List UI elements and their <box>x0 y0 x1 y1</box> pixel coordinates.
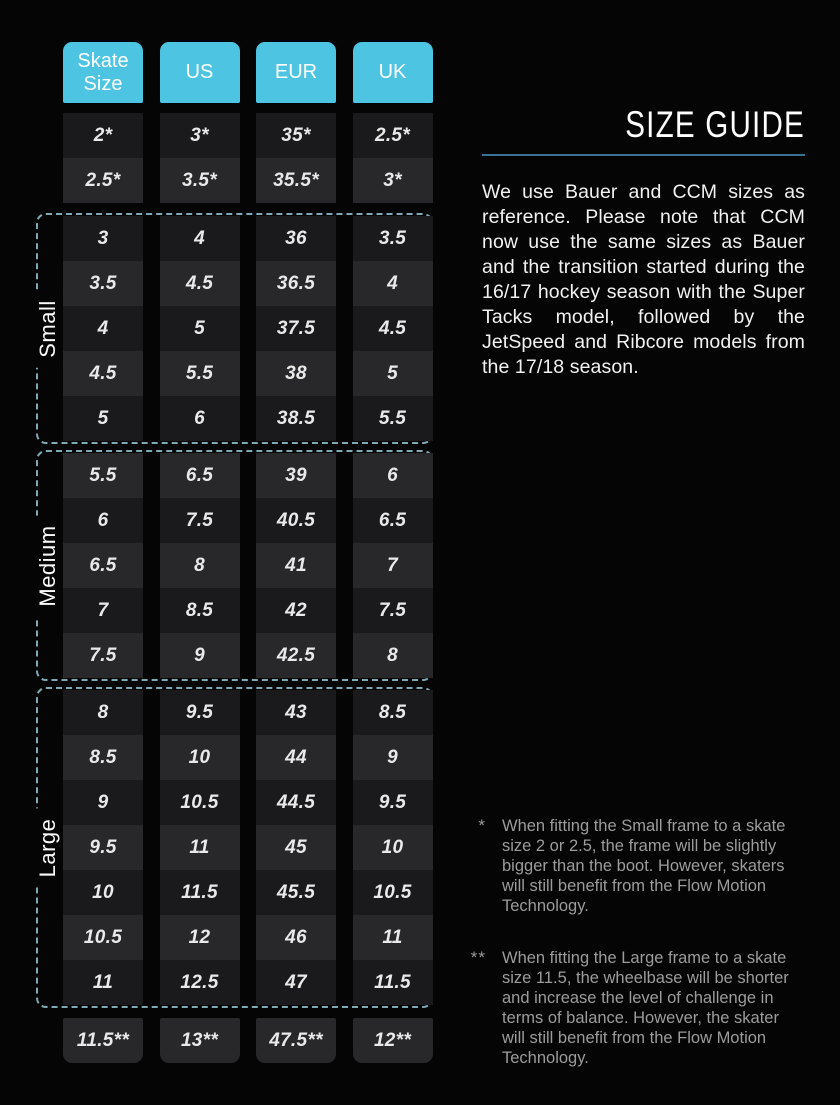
size-cell: 11 <box>63 960 143 1005</box>
column-header-cell: US <box>160 42 240 103</box>
size-cell: 11.5 <box>160 870 240 915</box>
column-header-cell: UK <box>353 42 433 103</box>
size-cell: 9.5 <box>63 825 143 870</box>
group-label: Small <box>34 290 62 368</box>
table-row <box>63 158 433 203</box>
table-row <box>63 351 431 396</box>
size-cell: 7.5 <box>160 498 240 543</box>
size-cell: 10 <box>63 870 143 915</box>
table-row <box>63 216 431 261</box>
size-cell: 10 <box>353 825 433 870</box>
table-row <box>63 960 431 1005</box>
size-cell: 42.5 <box>256 633 336 678</box>
size-cell: 36.5 <box>256 261 336 306</box>
size-cell: 7.5 <box>63 633 143 678</box>
asterisk-size-rows <box>63 113 433 203</box>
size-cell: 6.5 <box>160 453 240 498</box>
size-cell: 9.5 <box>353 780 433 825</box>
table-row <box>63 915 431 960</box>
table-row <box>63 306 431 351</box>
size-cell: 6 <box>160 396 240 441</box>
size-cell: 3.5 <box>353 216 433 261</box>
footnote <box>466 816 806 916</box>
size-cell: 5.5 <box>63 453 143 498</box>
size-cell: 13** <box>160 1018 240 1063</box>
size-cell: 5 <box>160 306 240 351</box>
size-cell: 7 <box>63 588 143 633</box>
size-cell: 41 <box>256 543 336 588</box>
size-cell: 10.5 <box>160 780 240 825</box>
footnote-text: When fitting the Large frame to a skate size 11.5, the wheelbase will be shorter and increase the level of challenge in terms of balance. However, the skater will still benefit from the Flow Motion Technology. <box>502 949 789 1067</box>
table-row <box>63 1018 433 1063</box>
size-cell: 8 <box>63 690 143 735</box>
size-cell: 4.5 <box>353 306 433 351</box>
size-cell: 40.5 <box>256 498 336 543</box>
intro-paragraph: We use Bauer and CCM sizes as reference. Please note that CCM now use the same sizes as Bauer and the transition started during the 16/17 hockey season with the Super Tacks model, followed by the JetSpeed and Ribcore models from the 17/18 season. <box>482 181 805 378</box>
size-cell: 43 <box>256 690 336 735</box>
table-row <box>63 870 431 915</box>
size-cell: 6.5 <box>63 543 143 588</box>
size-cell: 9.5 <box>160 690 240 735</box>
table-row <box>63 453 431 498</box>
table-row <box>63 396 431 441</box>
size-cell: 10.5 <box>63 915 143 960</box>
table-row <box>63 735 431 780</box>
size-cell: 38 <box>256 351 336 396</box>
size-cell: 12 <box>160 915 240 960</box>
size-cell: 12.5 <box>160 960 240 1005</box>
size-cell: 7 <box>353 543 433 588</box>
size-cell: 10 <box>160 735 240 780</box>
group-label: Large <box>34 808 62 887</box>
table-row <box>63 498 431 543</box>
size-cell: 8 <box>353 633 433 678</box>
size-cell: 47 <box>256 960 336 1005</box>
size-cell: 7.5 <box>353 588 433 633</box>
size-cell: 35.5* <box>256 158 336 203</box>
size-cell: 5 <box>353 351 433 396</box>
double-asterisk-size-row <box>63 1018 433 1063</box>
table-row <box>63 633 431 678</box>
size-cell: 44 <box>256 735 336 780</box>
table-row <box>63 588 431 633</box>
size-cell: 8.5 <box>63 735 143 780</box>
size-cell: 4.5 <box>63 351 143 396</box>
size-cell: 12** <box>353 1018 433 1063</box>
size-cell: 3 <box>63 216 143 261</box>
size-cell: 4 <box>353 261 433 306</box>
size-cell: 45.5 <box>256 870 336 915</box>
table-header-row <box>63 42 433 103</box>
size-cell: 35* <box>256 113 336 158</box>
size-cell: 5.5 <box>353 396 433 441</box>
table-row <box>63 690 431 735</box>
size-cell: 4.5 <box>160 261 240 306</box>
table-row <box>63 261 431 306</box>
size-cell: 44.5 <box>256 780 336 825</box>
size-group-medium <box>36 450 433 681</box>
size-cell: 2.5* <box>353 113 433 158</box>
size-guide-panel <box>482 105 805 400</box>
size-cell: 4 <box>160 216 240 261</box>
size-cell: 11 <box>353 915 433 960</box>
footnote-marker: * <box>478 816 486 835</box>
footnote <box>466 948 806 1068</box>
size-cell: 9 <box>63 780 143 825</box>
size-cell: 6 <box>63 498 143 543</box>
size-cell: 6 <box>353 453 433 498</box>
size-cell: 47.5** <box>256 1018 336 1063</box>
title-divider <box>482 154 805 156</box>
table-row <box>63 113 433 158</box>
panel-title: SIZE GUIDE <box>625 104 805 145</box>
size-cell: 8.5 <box>353 690 433 735</box>
footnote-text: When fitting the Small frame to a skate size 2 or 2.5, the frame will be slightly bigger than the boot. However, skaters will still benefit from the Flow Motion Technology. <box>502 817 786 915</box>
size-cell: 36 <box>256 216 336 261</box>
size-cell: 4 <box>63 306 143 351</box>
size-cell: 38.5 <box>256 396 336 441</box>
size-cell: 5.5 <box>160 351 240 396</box>
footnote-marker: ** <box>470 948 486 967</box>
size-cell: 9 <box>353 735 433 780</box>
group-label: Medium <box>34 515 62 616</box>
size-cell: 11.5 <box>353 960 433 1005</box>
table-row <box>63 780 431 825</box>
size-cell: 10.5 <box>353 870 433 915</box>
size-cell: 5 <box>63 396 143 441</box>
size-cell: 11 <box>160 825 240 870</box>
size-cell: 8.5 <box>160 588 240 633</box>
size-group-large <box>36 687 433 1008</box>
size-cell: 2.5* <box>63 158 143 203</box>
size-cell: 11.5** <box>63 1018 143 1063</box>
size-cell: 37.5 <box>256 306 336 351</box>
size-cell: 45 <box>256 825 336 870</box>
size-cell: 42 <box>256 588 336 633</box>
column-header-cell: EUR <box>256 42 336 103</box>
size-cell: 3.5* <box>160 158 240 203</box>
size-cell: 39 <box>256 453 336 498</box>
table-row <box>63 543 431 588</box>
size-cell: 3.5 <box>63 261 143 306</box>
size-group-small <box>36 213 433 444</box>
table-row <box>63 825 431 870</box>
column-header-cell: Skate Size <box>63 42 143 103</box>
size-cell: 6.5 <box>353 498 433 543</box>
size-cell: 2* <box>63 113 143 158</box>
size-cell: 3* <box>160 113 240 158</box>
size-cell: 46 <box>256 915 336 960</box>
size-cell: 9 <box>160 633 240 678</box>
size-cell: 3* <box>353 158 433 203</box>
size-cell: 8 <box>160 543 240 588</box>
